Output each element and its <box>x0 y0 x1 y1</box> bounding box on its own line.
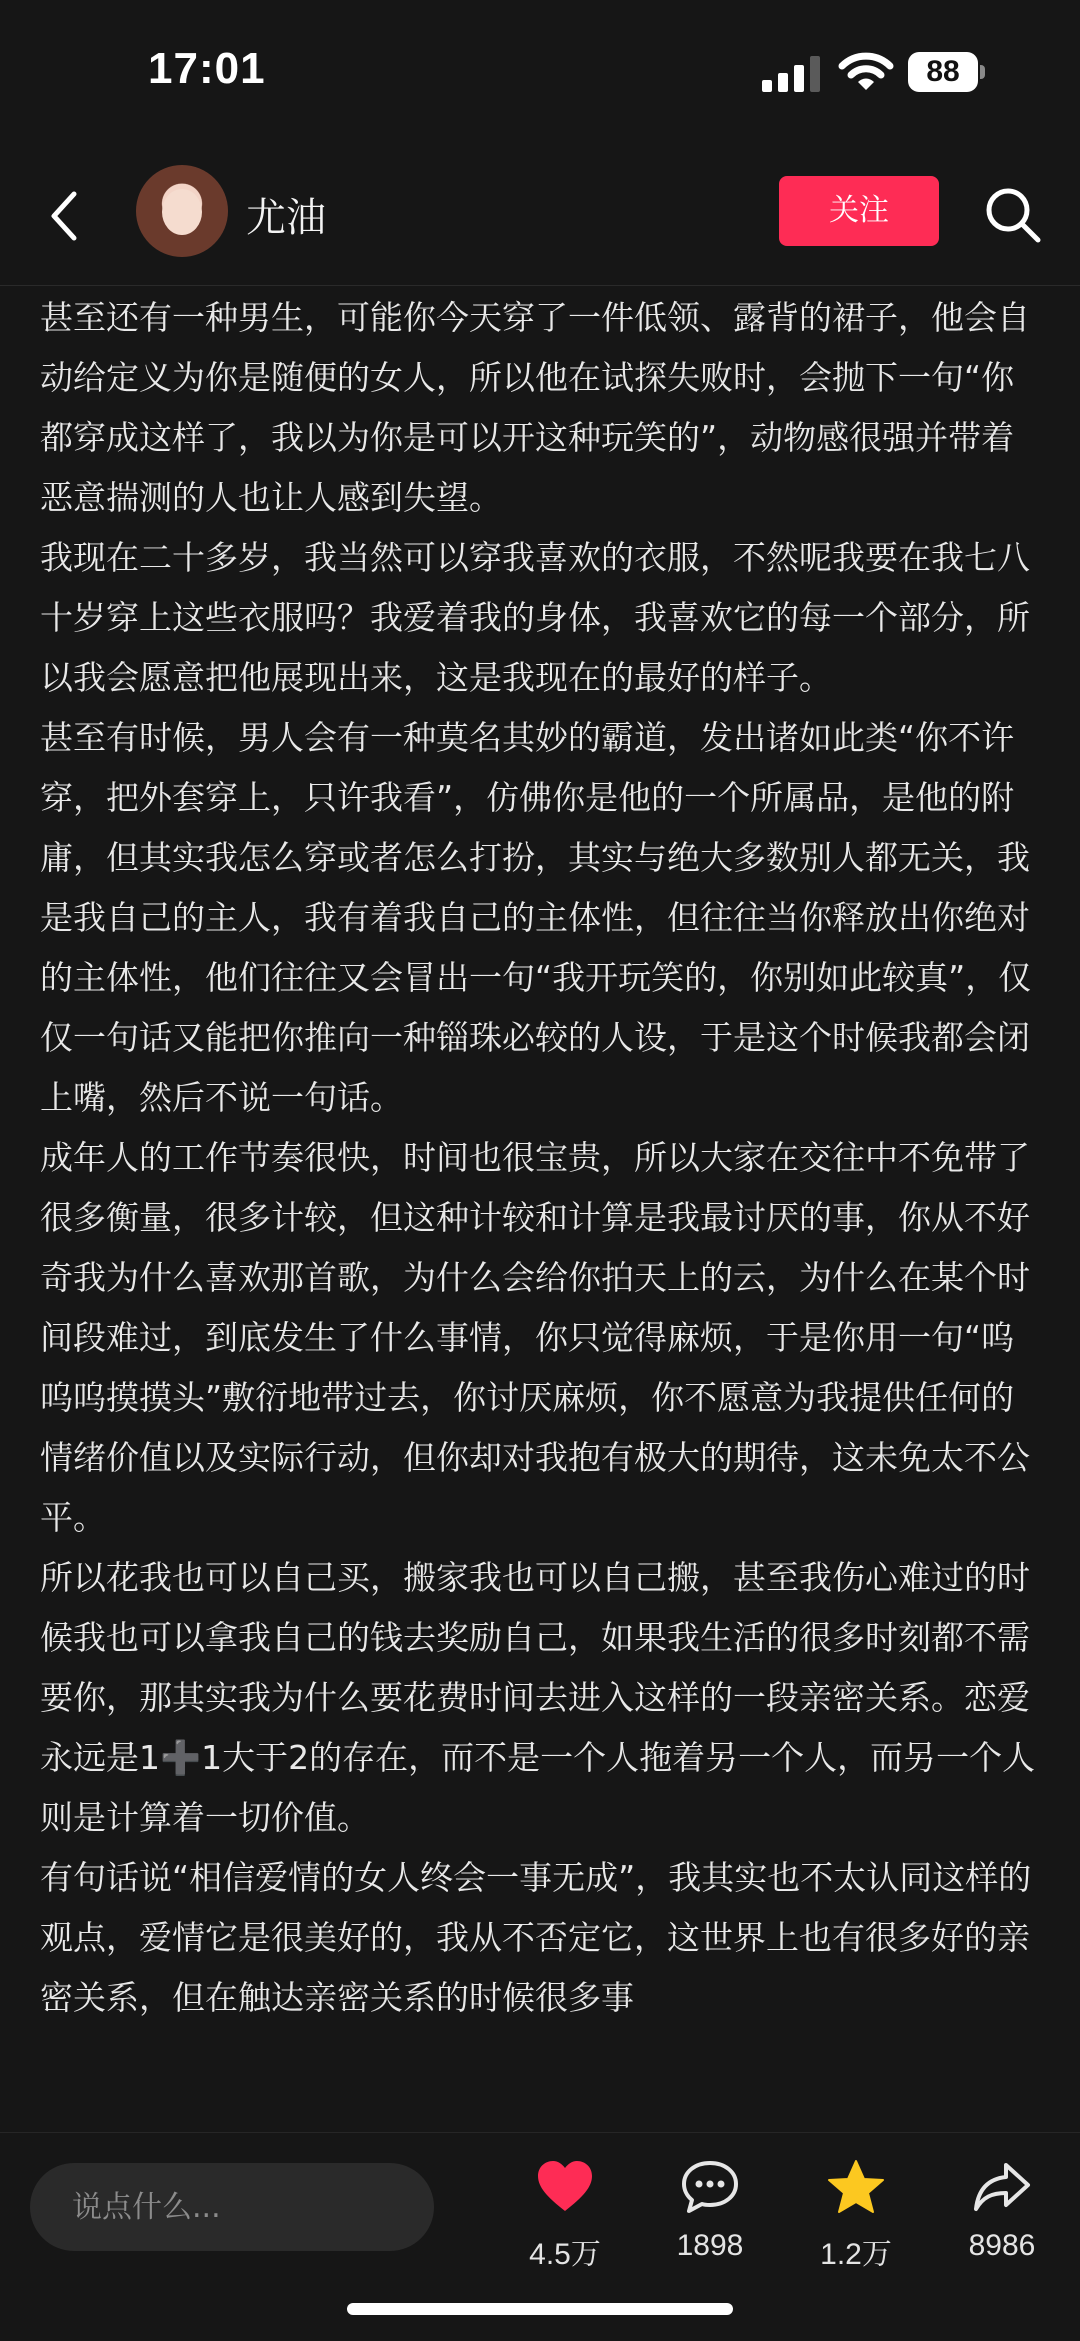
share-icon <box>972 2159 1032 2215</box>
favorite-button[interactable] <box>786 2159 926 2299</box>
paragraph: 有句话说“相信爱情的女人终会一事无成”，我其实也不太认同这样的观点，爱情它是很美好的，我从不否定它，这世界上也有很多好的亲密关系，但在触达亲密关系的时候很多事 <box>40 1858 1032 2017</box>
battery-level: 88 <box>926 55 960 88</box>
wifi-icon <box>838 52 894 92</box>
like-count: 4.5万 <box>529 2238 601 2271</box>
comment-count: 1898 <box>676 2229 744 2262</box>
share-count: 8986 <box>968 2229 1036 2262</box>
share-button[interactable] <box>932 2159 1072 2299</box>
post-header <box>0 150 1080 286</box>
follow-button[interactable]: 关注 <box>779 176 939 246</box>
paragraph: 所以花我也可以自己买，搬家我也可以自己搬，甚至我伤心难过的时候我也可以拿我自己的钱去奖励自己，如果我生活的很多时刻都不需要你，那其实我为什么要花费时间去进入这样的一段亲密关系。恋爱永远是1➕1大于2的存在，而不是一个人拖着另一个人，而另一个人则是计算着一切价值。 <box>40 1558 1036 1837</box>
battery-indicator <box>908 52 986 92</box>
post-body <box>40 288 1044 2028</box>
heart-icon <box>535 2159 595 2215</box>
home-indicator[interactable] <box>347 2303 733 2315</box>
paragraph: 甚至还有一种男生，可能你今天穿了一件低领、露背的裙子，他会自动给定义为你是随便的女人，所以他在试探失败时，会抛下一句“你都穿成这样了，我以为你是可以开这种玩笑的”，动物感很强并带着恶意揣测的人也让人感到失望。 <box>40 298 1030 517</box>
comment-input[interactable] <box>30 2163 434 2251</box>
post-content <box>40 288 1044 2132</box>
comment-button[interactable] <box>640 2159 780 2299</box>
like-button[interactable] <box>495 2159 635 2299</box>
status-bar <box>0 0 1080 150</box>
search-icon[interactable] <box>984 186 1042 244</box>
avatar[interactable] <box>136 165 228 257</box>
avatar-face <box>162 189 202 235</box>
comment-icon <box>680 2159 740 2215</box>
paragraph: 成年人的工作节奏很快，时间也很宝贵，所以大家在交往中不免带了很多衡量，很多计较，但这种计较和计算是我最讨厌的事，你从不好奇我为什么喜欢那首歌，为什么会给你拍天上的云，为什么在某个时间段难过，到底发生了什么事情，你只觉得麻烦，于是你用一句“呜呜呜摸摸头”敷衍地带过去，你讨厌麻烦，你不愿意为我提供任何的情绪价值以及实际行动，但你却对我抱有极大的期待，这未免太不公平。 <box>40 1138 1030 1537</box>
paragraph: 甚至有时候，男人会有一种莫名其妙的霸道，发出诸如此类“你不许穿，把外套穿上，只许我看”，仿佛你是他的一个所属品，是他的附庸，但其实我怎么穿或者怎么打扮，其实与绝大多数别人都无关，我是我自己的主人，我有着我自己的主体性，但往往当你释放出你绝对的主体性，他们往往又会冒出一句“我开玩笑的，你别如此较真”，仅仅一句话又能把你推向一种锱珠必较的人设，于是这个时候我都会闭上嘴，然后不说一句话。 <box>40 718 1032 1117</box>
status-time: 17:01 <box>148 44 266 93</box>
back-icon[interactable] <box>44 186 84 246</box>
author-name[interactable]: 尤油 <box>246 195 326 241</box>
paragraph: 我现在二十多岁，我当然可以穿我喜欢的衣服，不然呢我要在我七八十岁穿上这些衣服吗？我爱着我的身体，我喜欢它的每一个部分，所以我会愿意把他展现出来，这是我现在的最好的样子。 <box>40 538 1030 697</box>
signal-icon <box>762 56 822 92</box>
battery-cap <box>980 65 985 79</box>
star-icon <box>826 2159 886 2215</box>
favorite-count: 1.2万 <box>820 2238 892 2271</box>
